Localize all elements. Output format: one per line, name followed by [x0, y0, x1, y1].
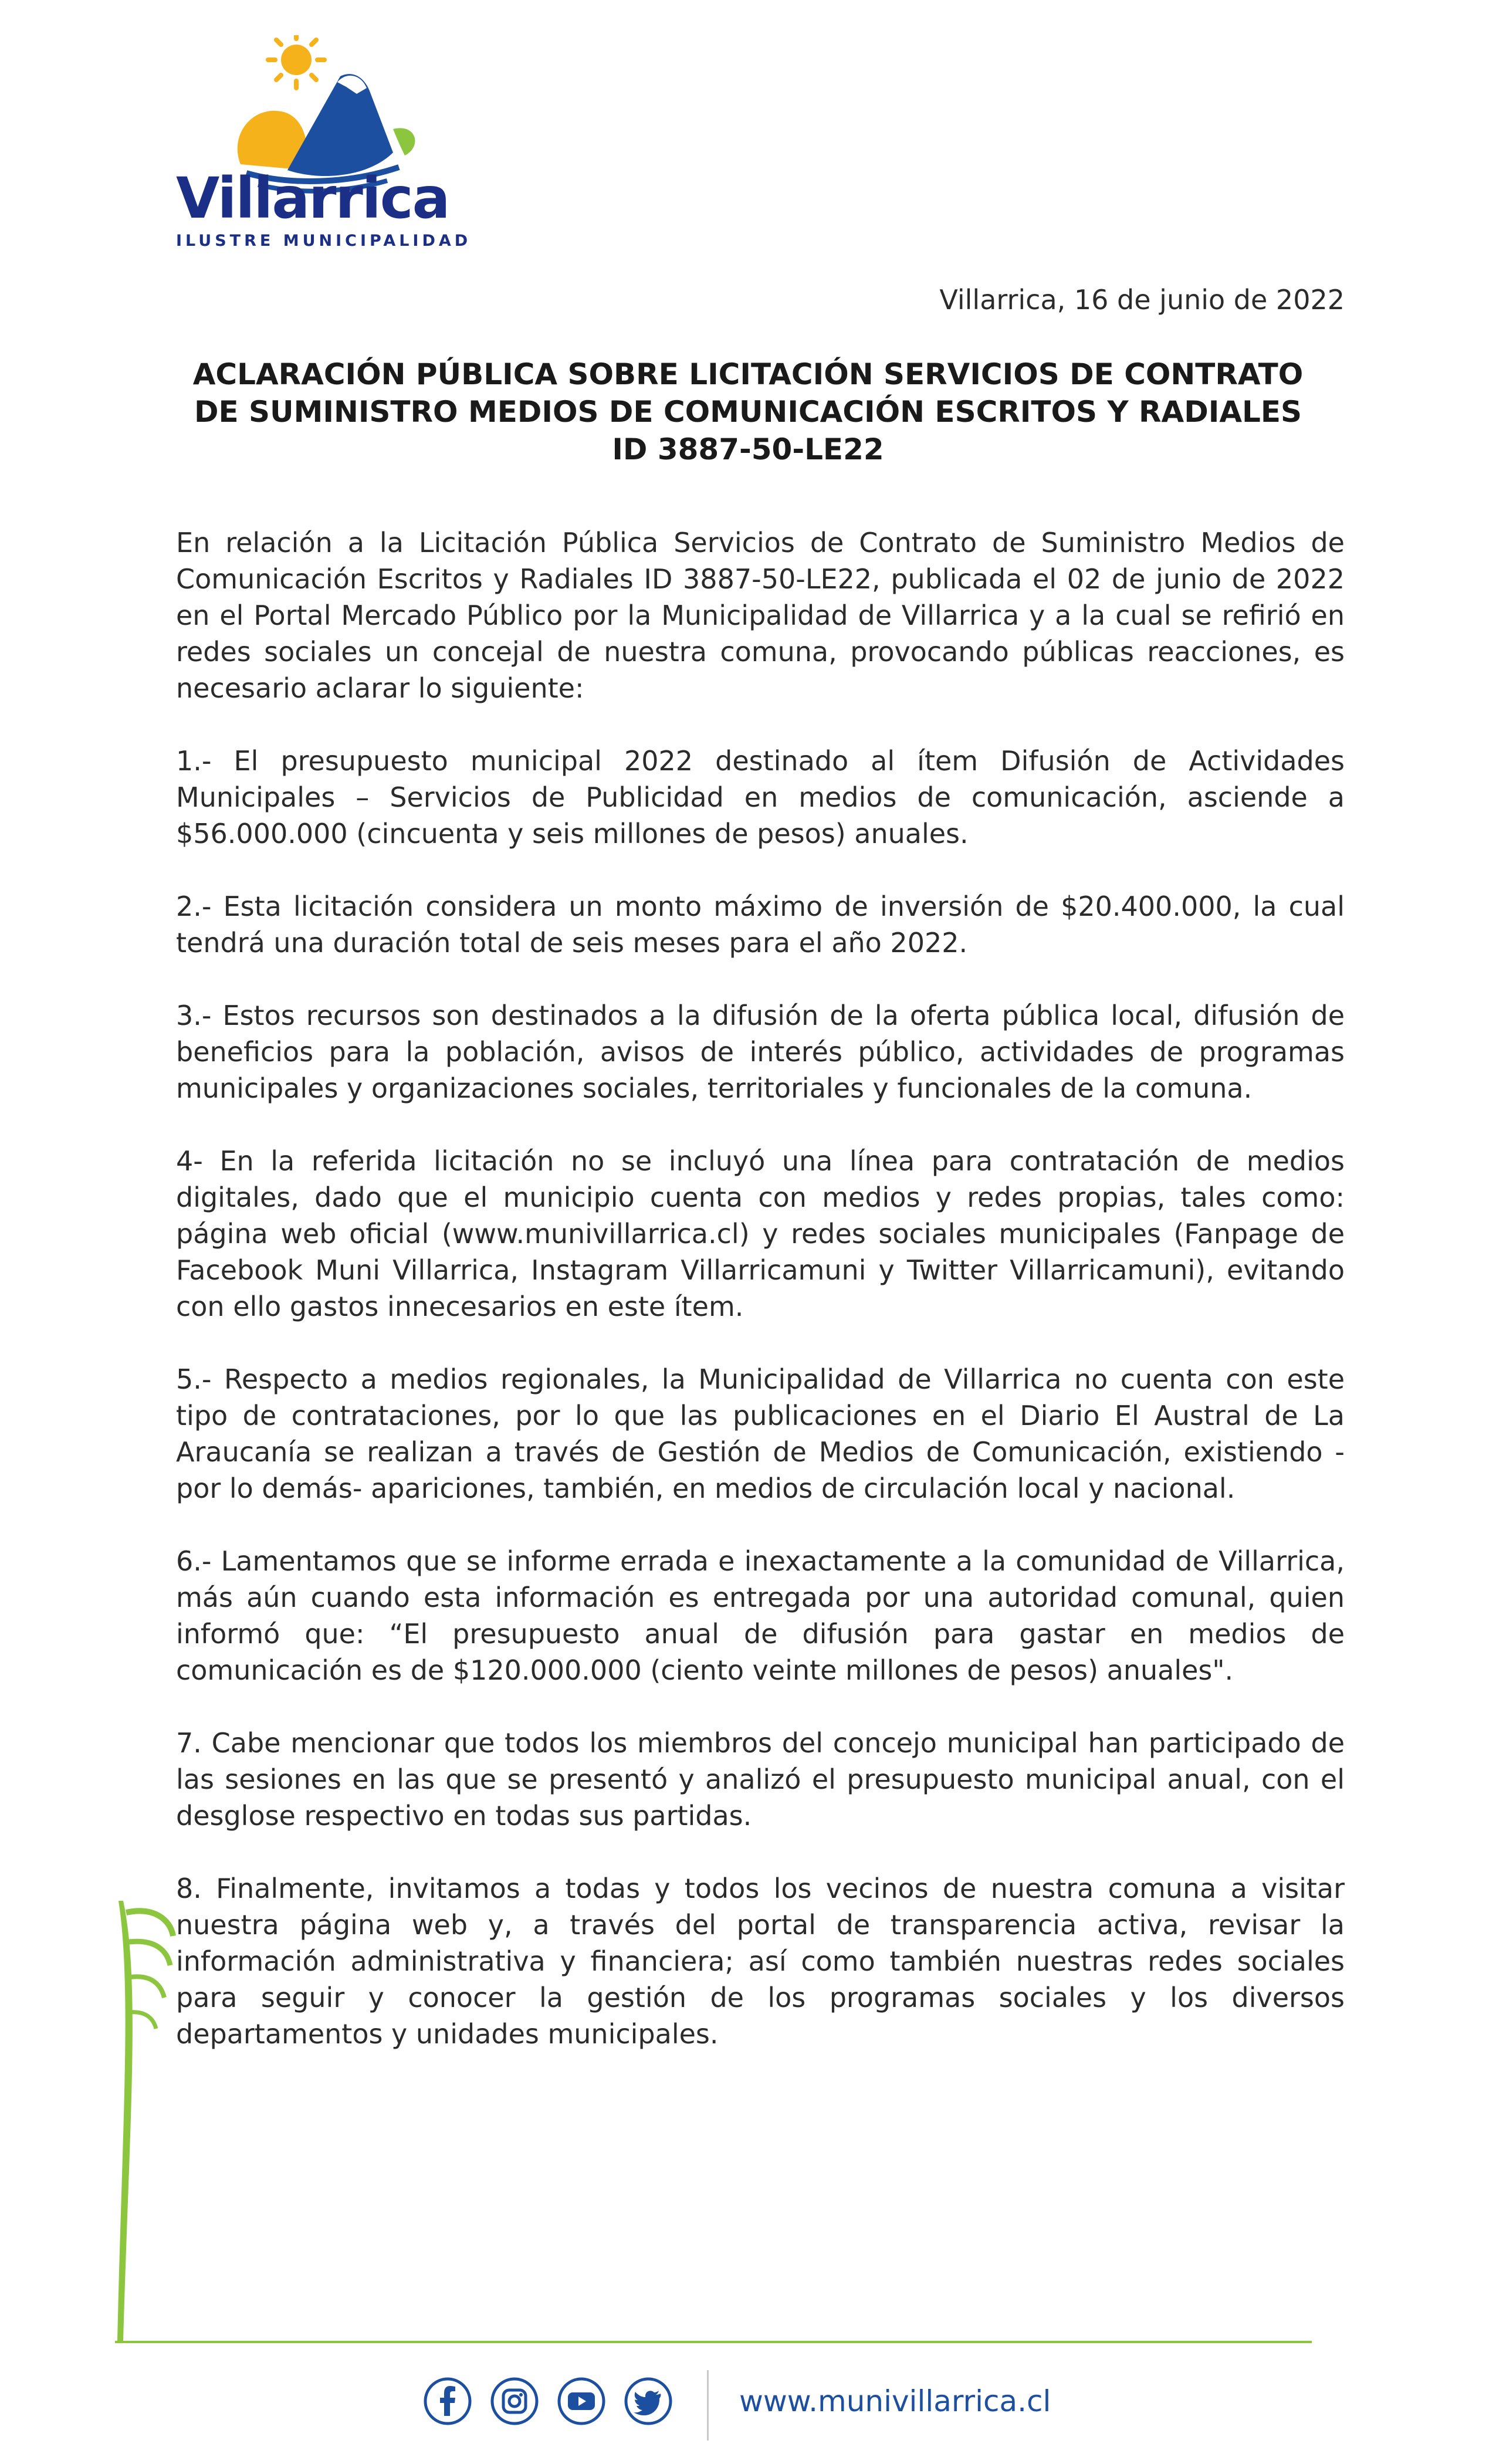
- document-title: [176, 356, 1320, 468]
- point-7-paragraph: 7. Cabe mencionar que todos los miembros del concejo municipal han participado de las sesiones en las que se presentó y analizó el presupuesto municipal anual, con el desglose respectivo en todas sus partidas.: [176, 1727, 1345, 1832]
- document-body: [176, 524, 1345, 2089]
- point-5-paragraph: 5.- Respecto a medios regionales, la Municipalidad de Villarrica no cuenta con este tipo de contrataciones, por lo que las publicaciones en el Diario El Austral de La Araucanía se realizan a través de Gestión de Medios de Comunicación, existiendo -por lo demás- apariciones, también, en medios de circulación local y nacional.: [176, 1363, 1345, 1504]
- decorative-grass-icon: [106, 1895, 176, 2341]
- logo-subtitle: ILUSTRE MUNICIPALIDAD: [176, 232, 472, 250]
- title-line: ID 3887-50-LE22: [612, 432, 884, 466]
- point-4-paragraph: 4- En la referida licitación no se incluyó una línea para contratación de medios digitales, dado que el municipio cuenta con medios y redes propias, tales como: página web oficial (www.munivillarrica.cl) y redes sociales municipales (Fanpage de Facebook Muni Villarrica, Instagram Villarricamuni y Twitter Villarricamuni), evitando con ello gastos innecesarios en este ítem.: [176, 1145, 1345, 1322]
- social-links: [422, 2376, 673, 2432]
- volcano-shape: [287, 74, 393, 176]
- instagram-icon[interactable]: [489, 2376, 540, 2426]
- website-link[interactable]: www.munivillarrica.cl: [739, 2384, 1051, 2418]
- point-3-paragraph: 3.- Estos recursos son destinados a la difusión de la oferta pública local, difusión de beneficios para la población, avisos de interés público, actividades de programas municipales y organizaciones sociales, territoriales y funcionales de la comuna.: [176, 1000, 1345, 1104]
- title-line: ACLARACIÓN PÚBLICA SOBRE LICITACIÓN SERVICIOS DE CONTRATO: [192, 357, 1304, 391]
- footer-divider: [115, 2341, 1312, 2343]
- youtube-icon[interactable]: [556, 2376, 607, 2426]
- intro-paragraph: En relación a la Licitación Pública Servicios de Contrato de Suministro Medios de Comunicación Escritos y Radiales ID 3887-50-LE22, publicada el 02 de junio de 2022 en el Portal Mercado Público por la Municipalidad de Villarrica y a la cual se refirió en redes sociales un concejal de nuestra comuna, provocando públicas reacciones, es necesario aclarar lo siguiente:: [176, 527, 1345, 704]
- facebook-icon[interactable]: [422, 2376, 473, 2426]
- title-line: DE SUMINISTRO MEDIOS DE COMUNICACIÓN ESCRITOS Y RADIALES: [194, 395, 1302, 429]
- sun-icon: [268, 35, 324, 88]
- logo-name: Villarrica: [176, 165, 449, 231]
- footer-separator: [707, 2370, 709, 2441]
- point-1-paragraph: 1.- El presupuesto municipal 2022 destinado al ítem Difusión de Actividades Municipales – Servicios de Publicidad en medios de comunicación, asciende a $56.000.000 (cincuenta y seis millones de pesos) anuales.: [176, 745, 1345, 849]
- leaf-shape: [393, 128, 415, 155]
- document-date: Villarrica, 16 de junio de 2022: [939, 284, 1345, 316]
- twitter-icon[interactable]: [623, 2376, 673, 2426]
- point-6-paragraph: 6.- Lamentamos que se informe errada e inexactamente a la comunidad de Villarrica, más aún cuando esta información es entregada por una autoridad comunal, quien informó que: “El presupuesto anual de difusión para gastar en medios de comunicación es de $120.000.000 (ciento veinte millones de pesos) anuales".: [176, 1545, 1345, 1686]
- point-8-paragraph: 8. Finalmente, invitamos a todas y todos los vecinos de nuestra comuna a visitar nuestra página web y, a través del portal de transparencia activa, revisar la información administrativa y financiera; así como también nuestras redes sociales para seguir y conocer la gestión de los programas sociales y los diversos departamentos y unidades municipales.: [176, 1873, 1345, 2050]
- point-2-paragraph: 2.- Esta licitación considera un monto máximo de inversión de $20.400.000, la cual tendrá una duración total de seis meses para el año 2022.: [176, 891, 1345, 959]
